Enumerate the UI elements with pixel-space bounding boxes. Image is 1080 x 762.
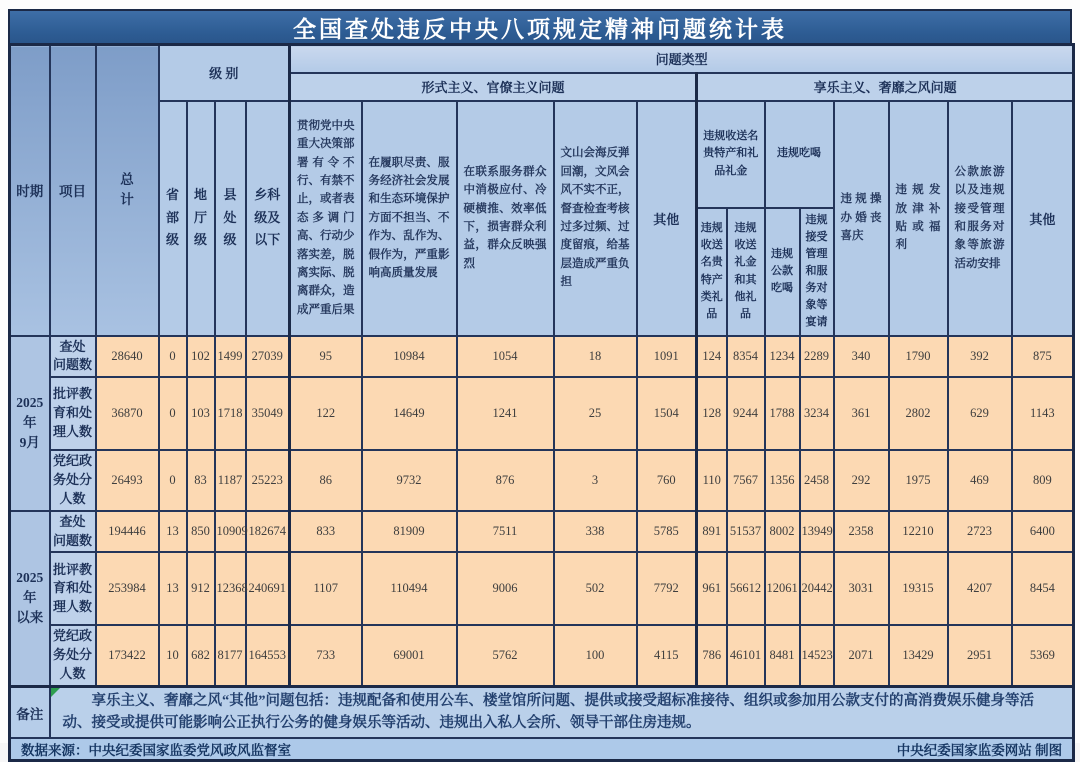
row-label: 批评教 育和处 理人数 (50, 552, 96, 625)
remark-text: 享乐主义、奢靡之风“其他”问题包括：违规配备和使用公车、楼堂馆所问题、提供或接受超标准接待、组织或参加用公款支付的高消费娱乐健身等活动、接受或提供可能影响公正执行公务的健身娱乐等活动、违规出入私人会所、领导干部住房违规。 (62, 692, 1034, 731)
value-cell: 3031 (834, 552, 889, 625)
value-cell: 10984 (362, 336, 457, 378)
value-cell: 102 (187, 336, 215, 378)
row-label: 查处 问题数 (50, 511, 96, 553)
col-header-period: 时期 (10, 45, 50, 336)
data-row (10, 336, 1074, 378)
value-cell: 27039 (246, 336, 290, 378)
data-source-text: 数据来源：中央纪委国家监委党风政风监督室 (21, 743, 291, 759)
value-cell: 1356 (765, 450, 800, 511)
value-cell: 4207 (948, 552, 1012, 625)
value-cell: 28640 (96, 336, 159, 378)
value-cell: 1091 (637, 336, 697, 378)
value-cell: 6400 (1012, 511, 1074, 553)
value-cell: 1143 (1012, 377, 1074, 450)
value-cell: 9244 (727, 377, 765, 450)
value-cell: 2458 (800, 450, 834, 511)
value-cell: 110494 (362, 552, 457, 625)
value-cell: 51537 (727, 511, 765, 553)
value-cell: 1187 (215, 450, 246, 511)
table-title: 全国查处违反中央八项规定精神问题统计表 (293, 16, 787, 42)
value-cell: 912 (187, 552, 215, 625)
value-cell: 2951 (948, 625, 1012, 686)
value-cell: 19315 (889, 552, 948, 625)
value-cell: 14649 (362, 377, 457, 450)
value-cell: 1975 (889, 450, 948, 511)
value-cell: 2071 (834, 625, 889, 686)
value-cell: 3234 (800, 377, 834, 450)
value-cell: 83 (187, 450, 215, 511)
value-cell: 173422 (96, 625, 159, 686)
value-cell: 8177 (215, 625, 246, 686)
value-cell: 253984 (96, 552, 159, 625)
value-cell: 5369 (1012, 625, 1074, 686)
value-cell: 8354 (727, 336, 765, 378)
value-cell: 122 (290, 377, 362, 450)
header-row-top (10, 45, 1074, 73)
row-label: 党纪政 务处分 人数 (50, 450, 96, 511)
col-header-level-group: 级 别 (159, 45, 290, 101)
value-cell: 240691 (246, 552, 290, 625)
value-cell: 13 (159, 511, 187, 553)
value-cell: 7511 (457, 511, 554, 553)
value-cell: 86 (290, 450, 362, 511)
value-cell: 682 (187, 625, 215, 686)
table-footer (10, 738, 1074, 761)
value-cell: 1054 (457, 336, 554, 378)
data-row (10, 377, 1074, 450)
row-label: 查处 问题数 (50, 336, 96, 378)
value-cell: 10 (159, 625, 187, 686)
value-cell: 164553 (246, 625, 290, 686)
value-cell: 1107 (290, 552, 362, 625)
data-row (10, 625, 1074, 686)
value-cell: 469 (948, 450, 1012, 511)
value-cell: 3 (554, 450, 637, 511)
col-header-formalism-3: 在联系服务群众中消极应付、冷硬横推、效率低下，损害群众利益，群众反映强烈 (457, 101, 554, 336)
value-cell: 2802 (889, 377, 948, 450)
value-cell: 81909 (362, 511, 457, 553)
value-cell: 891 (697, 511, 727, 553)
col-header-dining-public-funds: 违规公款吃喝 (765, 208, 800, 336)
value-cell: 124 (697, 336, 727, 378)
value-cell: 5785 (637, 511, 697, 553)
value-cell: 809 (1012, 450, 1074, 511)
row-label: 批评教 育和处 理人数 (50, 377, 96, 450)
value-cell: 1790 (889, 336, 948, 378)
value-cell: 2723 (948, 511, 1012, 553)
col-header-group-formalism: 形式主义、官僚主义问题 (290, 73, 697, 101)
value-cell: 12368 (215, 552, 246, 625)
value-cell: 69001 (362, 625, 457, 686)
value-cell: 833 (290, 511, 362, 553)
col-header-item: 项目 (50, 45, 96, 336)
value-cell: 128 (697, 377, 727, 450)
value-cell: 1234 (765, 336, 800, 378)
col-header-level-province: 省部级 (159, 101, 187, 336)
value-cell: 9732 (362, 450, 457, 511)
col-header-level-county: 县处级 (215, 101, 246, 336)
value-cell: 5762 (457, 625, 554, 686)
value-cell: 1788 (765, 377, 800, 450)
value-cell: 1504 (637, 377, 697, 450)
col-header-level-township: 乡科级及以下 (246, 101, 290, 336)
footer-row (10, 738, 1074, 761)
value-cell: 292 (834, 450, 889, 511)
value-cell: 8002 (765, 511, 800, 553)
value-cell: 0 (159, 450, 187, 511)
cell-corner-marker (51, 688, 60, 697)
value-cell: 35049 (246, 377, 290, 450)
value-cell: 733 (290, 625, 362, 686)
value-cell: 9006 (457, 552, 554, 625)
value-cell: 8481 (765, 625, 800, 686)
value-cell: 1241 (457, 377, 554, 450)
period-label: 2025年 9月 (10, 336, 50, 511)
col-header-subsidies: 违规发放津补贴或福利 (889, 101, 948, 336)
value-cell: 7792 (637, 552, 697, 625)
col-header-formalism-other: 其他 (637, 101, 697, 336)
value-cell: 26493 (96, 450, 159, 511)
value-cell: 25 (554, 377, 637, 450)
col-header-gifts-group: 违规收送名贵特产和礼品礼金 (697, 101, 765, 208)
col-header-gifts-cash: 违规收送礼金和其他礼品 (727, 208, 765, 336)
col-header-gifts-specialty: 违规收送名贵特产类礼品 (697, 208, 727, 336)
value-cell: 46101 (727, 625, 765, 686)
credit-text: 中央纪委国家监委网站 制图 (896, 743, 1063, 759)
value-cell: 4115 (637, 625, 697, 686)
col-header-level-prefecture: 地厅级 (187, 101, 215, 336)
col-header-formalism-2: 在履职尽责、服务经济社会发展和生态环境保护方面不担当、不作为、乱作为、假作为，严重影响高质量发展 (362, 101, 457, 336)
remark-row (10, 686, 1074, 738)
value-cell: 36870 (96, 377, 159, 450)
value-cell: 392 (948, 336, 1012, 378)
data-row (10, 450, 1074, 511)
value-cell: 629 (948, 377, 1012, 450)
value-cell: 876 (457, 450, 554, 511)
col-header-travel: 公款旅游以及违规接受管理和服务对象等旅游活动安排 (948, 101, 1012, 336)
value-cell: 8454 (1012, 552, 1074, 625)
value-cell: 340 (834, 336, 889, 378)
remark-text-cell (50, 686, 1074, 738)
value-cell: 760 (637, 450, 697, 511)
header-row-columns (10, 101, 1074, 208)
value-cell: 12061 (765, 552, 800, 625)
statistics-table (8, 43, 1075, 762)
col-header-group-hedonism: 享乐主义、奢靡之风问题 (697, 73, 1074, 101)
value-cell: 10909 (215, 511, 246, 553)
value-cell: 20442 (800, 552, 834, 625)
value-cell: 2358 (834, 511, 889, 553)
value-cell: 194446 (96, 511, 159, 553)
col-header-weddings: 违规操办婚丧喜庆 (834, 101, 889, 336)
value-cell: 875 (1012, 336, 1074, 378)
col-header-problem-type: 问题类型 (290, 45, 1074, 73)
value-cell: 361 (834, 377, 889, 450)
col-header-dining-banquets: 违规接受管理和服务对象等宴请 (800, 208, 834, 336)
value-cell: 13 (159, 552, 187, 625)
value-cell: 95 (290, 336, 362, 378)
value-cell: 338 (554, 511, 637, 553)
col-header-formalism-4: 文山会海反弹回潮，文风会风不实不正，督查检查考核过多过频、过度留痕，给基层造成严重负担 (554, 101, 637, 336)
col-header-total: 总 计 (96, 45, 159, 336)
value-cell: 13949 (800, 511, 834, 553)
value-cell: 502 (554, 552, 637, 625)
table-title-bar (8, 9, 1072, 43)
value-cell: 1499 (215, 336, 246, 378)
row-label: 党纪政 务处分 人数 (50, 625, 96, 686)
value-cell: 7567 (727, 450, 765, 511)
value-cell: 12210 (889, 511, 948, 553)
value-cell: 13429 (889, 625, 948, 686)
col-header-formalism-1: 贯彻党中央重大决策部署有令不行、有禁不止，或者表态多调门高、行动少落实差，脱离实际、脱离群众，造成严重后果 (290, 101, 362, 336)
value-cell: 1718 (215, 377, 246, 450)
value-cell: 0 (159, 377, 187, 450)
value-cell: 100 (554, 625, 637, 686)
value-cell: 110 (697, 450, 727, 511)
value-cell: 103 (187, 377, 215, 450)
col-header-dining-group: 违规吃喝 (765, 101, 834, 208)
remark-label: 备注 (10, 686, 50, 738)
data-row (10, 511, 1074, 553)
value-cell: 14523 (800, 625, 834, 686)
period-label: 2025年 以来 (10, 511, 50, 687)
value-cell: 18 (554, 336, 637, 378)
value-cell: 56612 (727, 552, 765, 625)
value-cell: 850 (187, 511, 215, 553)
value-cell: 961 (697, 552, 727, 625)
value-cell: 25223 (246, 450, 290, 511)
data-row (10, 552, 1074, 625)
value-cell: 0 (159, 336, 187, 378)
value-cell: 182674 (246, 511, 290, 553)
value-cell: 2289 (800, 336, 834, 378)
value-cell: 786 (697, 625, 727, 686)
col-header-hedonism-other: 其他 (1012, 101, 1074, 336)
